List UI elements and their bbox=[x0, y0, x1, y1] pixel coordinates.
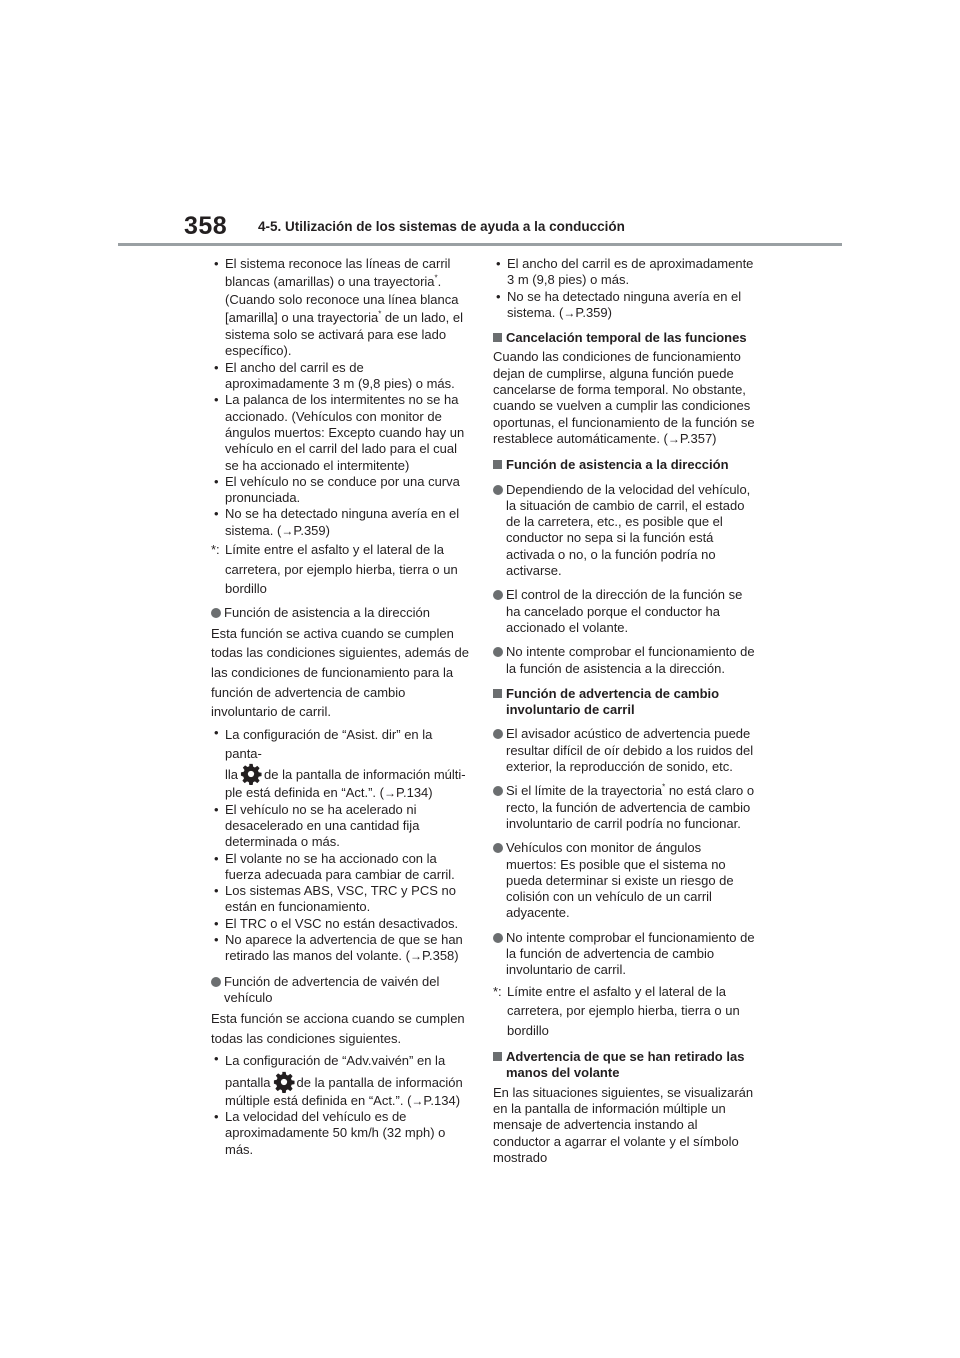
bullet-text: (Cuando solo reconoce una línea blanca bbox=[225, 291, 459, 307]
subheading: Función de advertencia de vaivén del vehículo bbox=[211, 974, 469, 1007]
page-header bbox=[0, 0, 960, 250]
list-item: • No se ha detectado ninguna avería en el sistema. (→P.359) bbox=[493, 289, 755, 322]
list-item: No intente comprobar el funcionamiento de la función de advertencia de cambio involuntario de carril. bbox=[493, 930, 755, 979]
subheading: Función de asistencia a la dirección bbox=[211, 605, 469, 621]
list-item: • Los sistemas ABS, VSC, TRC y PCS no están en funcionamiento. bbox=[211, 883, 469, 916]
list-item: Vehículos con monitor de ángulos muertos: Es posible que el sistema no pueda determinar si existe un riesgo de colisión con un vehículo de un carril adyacente. bbox=[493, 840, 755, 921]
section-heading: Advertencia de que se han retirado las manos del volante bbox=[493, 1049, 755, 1082]
list-item bbox=[211, 256, 469, 360]
right-column bbox=[493, 256, 755, 1170]
list-item: El control de la dirección de la función se ha cancelado porque el conductor ha accionado el volante. bbox=[493, 587, 755, 636]
paragraph: En las situaciones siguientes, se visualizarán en la pantalla de información múltiple un mensaje de advertencia instando al conductor a agarrar el volante y el símbolo mostrado bbox=[493, 1084, 754, 1165]
paragraph: Esta función se activa cuando se cumplen todas las condiciones siguientes, además de las condiciones de funcionamiento para la función de advertencia de cambio involuntario de carril. bbox=[211, 625, 469, 720]
header-divider bbox=[118, 243, 842, 246]
list-item: • El TRC o el VSC no están desactivados. bbox=[211, 916, 469, 932]
list-item: Dependiendo de la velocidad del vehículo, la situación de cambio de carril, el estado de la carretera, etc., es posible que el conductor no sepa si la función está activada o no, o la función podría no activarse. bbox=[493, 482, 755, 580]
list-item: • La velocidad del vehículo es de aproximadamente 50 km/h (32 mph) o más. bbox=[211, 1109, 469, 1158]
list-item: • La palanca de los intermitentes no se ha accionado. (Vehículos con monitor de ángulos muertos: Excepto cuando hay un vehículo en el carril del lado para el cual se ha accionado el intermitente) bbox=[211, 392, 469, 473]
settings-gear-icon bbox=[273, 1071, 295, 1093]
bullet-text: • El sistema reconoce las líneas de carril bbox=[225, 256, 451, 271]
footnote: *: Límite entre el asfalto y el lateral de la carretera, por ejemplo hierba, tierra o un bordillo bbox=[211, 542, 458, 597]
list-item: No intente comprobar el funcionamiento de la función de asistencia a la dirección. bbox=[493, 644, 755, 677]
list-item: • El vehículo no se conduce por una curva pronunciada. bbox=[211, 474, 469, 507]
list-item: El avisador acústico de advertencia puede resultar difícil de oír debido a los ruidos del exterior, la reproducción de sonido, etc. bbox=[493, 726, 755, 775]
list-item: • La configuración de “Adv.vaivén” en la pantalla de la pantalla de información múltiple está definida en “Act.”. (→P.134) bbox=[211, 1051, 469, 1109]
section-heading: Función de asistencia a la dirección bbox=[493, 457, 755, 473]
bullet-text: [amarilla] o una trayectoria* de un lado, el sistema solo se activará para ese lado específico). bbox=[225, 309, 463, 359]
left-column bbox=[211, 256, 469, 1158]
section-title: 4-5. Utilización de los sistemas de ayuda a la conducción bbox=[258, 219, 625, 234]
list-item: • El volante no se ha accionado con la fuerza adecuada para cambiar de carril. bbox=[211, 851, 469, 884]
paragraph: Cuando las condiciones de funcionamiento dejan de cumplirse, alguna función puede cancelarse de forma temporal. No obstante, cuando se vuelven a cumplir las condiciones oportunas, el funcionamiento de la función se restablece automáticamente. (→P.357) bbox=[493, 349, 755, 446]
list-item: • La configuración de “Asist. dir” en la panta- lla de la pantalla de información múlti- ple está definida en “Act.”. (→P.134) bbox=[211, 725, 469, 802]
list-item: • El ancho del carril es de aproximadamente 3 m (9,8 pies) o más. bbox=[493, 256, 755, 289]
list-item: • No se ha detectado ninguna avería en el sistema. (→P.359) bbox=[211, 506, 469, 539]
list-item: Si el límite de la trayectoria* no está claro o recto, la función de advertencia de cambio involuntario de carril podría no funcionar. bbox=[493, 783, 755, 832]
list-item: • El vehículo no se ha acelerado ni desacelerado en una cantidad fija determinada o más. bbox=[211, 802, 469, 851]
page-number: 358 bbox=[184, 212, 228, 240]
settings-gear-icon bbox=[240, 763, 262, 785]
section-heading: Función de advertencia de cambio involuntario de carril bbox=[493, 686, 755, 719]
paragraph: Esta función se acciona cuando se cumplen todas las condiciones siguientes. bbox=[211, 1011, 465, 1046]
section-heading: Cancelación temporal de las funciones bbox=[493, 330, 755, 346]
bullet-text: blancas (amarillas) o una trayectoria*. bbox=[225, 273, 442, 290]
list-item: • No aparece la advertencia de que se han retirado las manos del volante. (→P.358) bbox=[211, 932, 469, 965]
list-item: • El ancho del carril es de aproximadamente 3 m (9,8 pies) o más. bbox=[211, 360, 469, 393]
footnote: *: Límite entre el asfalto y el lateral de la carretera, por ejemplo hierba, tierra o un bordillo bbox=[493, 983, 740, 1038]
